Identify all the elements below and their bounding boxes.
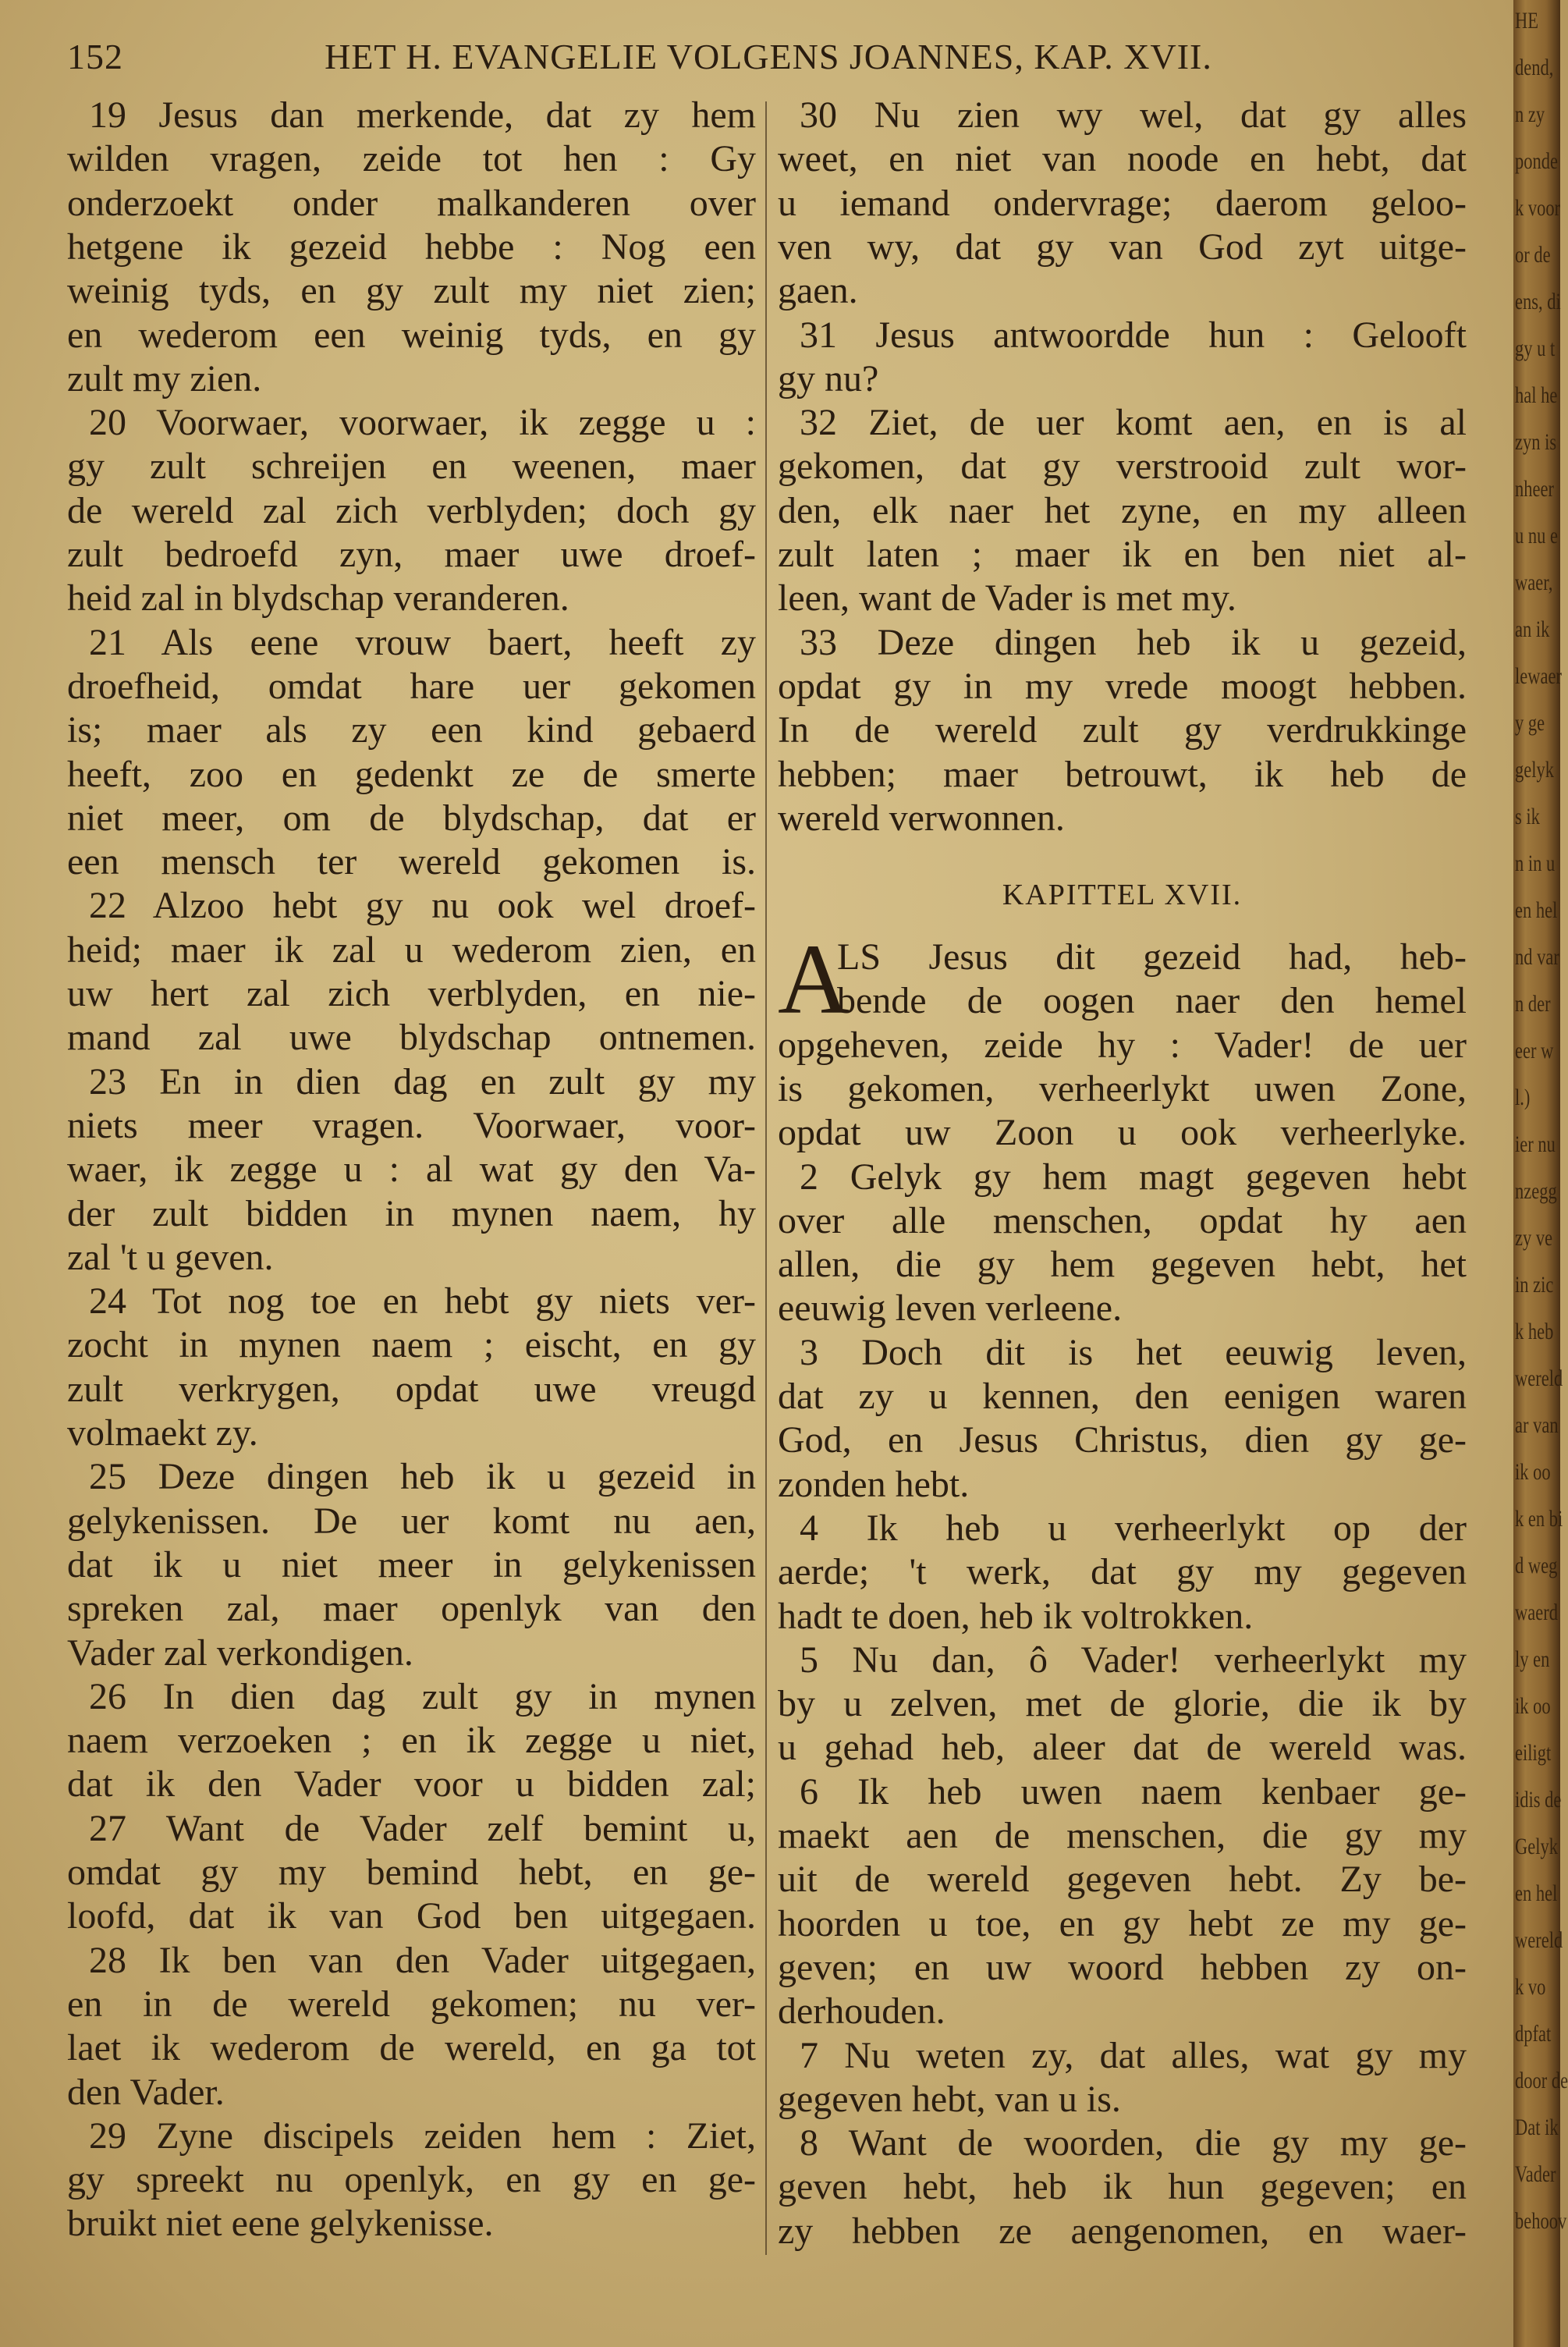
next-page-fragment: wereld (1515, 1365, 1563, 1391)
column-divider (765, 101, 767, 2255)
text-line: en wederom een weinig tyds, en gy (67, 314, 756, 356)
next-page-fragment: eiligt (1515, 1740, 1552, 1766)
next-page-fragment: en hel (1515, 1880, 1558, 1906)
next-page-fragment: k heb (1515, 1319, 1554, 1344)
text-line: 23 En in dien dag en zult gy my (89, 1060, 756, 1102)
text-line: zult bedroefd zyn, maer uwe droef- (67, 534, 756, 575)
text-line: leen, want de Vader is met my. (778, 577, 1236, 620)
next-page-fragment: en hel (1515, 897, 1558, 923)
next-page-edge (1513, 0, 1568, 2347)
next-page-fragment: l.) (1515, 1085, 1531, 1110)
text-line: zy hebben ze aengenomen, en waer- (778, 2210, 1467, 2252)
text-line: heeft, zoo en gedenkt ze de smerte (67, 753, 756, 795)
next-page-fragment: wereld (1515, 1927, 1563, 1953)
text-line: dat zy u kennen, den eenigen waren (778, 1376, 1467, 1417)
next-page-fragment: waer, (1515, 570, 1553, 595)
next-page-fragment: ar van (1515, 1412, 1559, 1438)
text-line: zult laten ; maer ik en ben niet al- (778, 534, 1467, 575)
text-line: maekt aen de menschen, die gy my (778, 1815, 1467, 1856)
text-line: mand zal uwe blydschap ontnemen. (67, 1017, 756, 1059)
text-line: uw hert zal zich verblyden, en nie- (67, 973, 756, 1014)
next-page-fragment: u nu e (1515, 523, 1558, 549)
text-line: den Vader. (67, 2071, 225, 2113)
text-line: wereld verwonnen. (778, 797, 1065, 839)
chapter-heading: KAPITTEL XVII. (1002, 879, 1243, 911)
next-page-fragment: n zy (1515, 101, 1545, 127)
next-page-fragment: idis de (1515, 1787, 1562, 1813)
drop-cap: A (778, 924, 850, 1035)
text-line: 28 Ik ben van den Vader uitgegaen, (89, 1939, 756, 1981)
text-line: 33 Deze dingen heb ik u gezeid, (800, 621, 1467, 663)
text-line: 27 Want de Vader zelf bemint u, (89, 1807, 756, 1849)
next-page-fragment: nzegg (1515, 1178, 1557, 1204)
text-line: is gekomen, verheerlykt uwen Zone, (778, 1067, 1467, 1110)
text-line: zal 't u geven. (67, 1236, 274, 1278)
text-line: God, en Jesus Christus, dien gy ge- (778, 1419, 1467, 1461)
text-line: waer, ik zegge u : al wat gy den Va- (67, 1149, 756, 1191)
text-line: dat ik den Vader voor u bidden zal; (67, 1763, 756, 1806)
next-page-fragment: k en bi (1515, 1506, 1563, 1532)
text-line: volmaekt zy. (67, 1412, 258, 1454)
text-line: zult my zien. (67, 357, 262, 399)
next-page-fragment: zyn is (1515, 429, 1557, 455)
text-line: 25 Deze dingen heb ik u gezeid in (89, 1456, 756, 1498)
next-page-fragment: or de (1515, 242, 1551, 268)
text-line: 6 Ik heb uwen naem kenbaer ge- (800, 1770, 1467, 1813)
text-line: en in de wereld gekomen; nu ver- (67, 1983, 756, 2025)
text-line: droefheid, omdat hare uer gekomen (67, 665, 756, 707)
text-line: 22 Alzoo hebt gy nu ook wel droef- (89, 885, 756, 927)
next-page-fragment: Vader (1515, 2161, 1556, 2187)
page-number: 152 (67, 37, 123, 76)
text-line: loofd, dat ik van God ben uitgegaen. (67, 1895, 756, 1937)
next-page-fragment: dend, (1515, 55, 1554, 80)
text-line: 19 Jesus dan merkende, dat zy hem (89, 94, 756, 136)
text-line: 32 Ziet, de uer komt aen, en is al (800, 402, 1467, 444)
text-line: hetgene ik gezeid hebbe : Nog een (67, 225, 756, 268)
text-line: 20 Voorwaer, voorwaer, ik zegge u : (89, 402, 756, 444)
next-page-fragment: HE (1515, 8, 1538, 34)
text-line: omdat gy my bemind hebt, en ge- (67, 1852, 756, 1893)
text-line: 24 Tot nog toe en hebt gy niets ver- (89, 1280, 756, 1323)
text-line: onderzoekt onder malkanderen over (67, 182, 756, 224)
text-line: zocht in mynen naem ; eischt, en gy (67, 1324, 756, 1366)
text-line: niets meer vragen. Voorwaer, voor- (67, 1104, 756, 1146)
text-line: geven hebt, heb ik hun gegeven; en (778, 2166, 1467, 2208)
text-line: 29 Zyne discipels zeiden hem : Ziet, (89, 2114, 756, 2157)
text-line: 3 Doch dit is het eeuwig leven, (800, 1331, 1467, 1373)
text-line: dat ik u niet meer in gelykenissen (67, 1543, 756, 1585)
text-line: LS Jesus dit gezeid had, heb- (837, 936, 1467, 978)
text-line: derhouden. (778, 1990, 945, 2033)
text-line: heid; maer ik zal u wederom zien, en (67, 929, 756, 971)
next-page-fragment: ik oo (1515, 1459, 1551, 1485)
text-line: is; maer als zy een kind gebaerd (67, 709, 756, 751)
next-page-fragment: lewaer (1515, 663, 1562, 689)
text-line: weet, en niet van noode en hebt, dat (778, 138, 1467, 180)
next-page-fragment: ponde (1515, 148, 1558, 174)
text-line: gy spreekt nu openlyk, en gy en ge- (67, 2159, 756, 2201)
text-line: gekomen, dat gy verstrooid zult wor- (778, 446, 1467, 488)
next-page-fragment: s ik (1515, 804, 1540, 829)
next-page-fragment: gy u t (1515, 336, 1556, 361)
text-line: geven; en uw woord hebben zy on- (778, 1946, 1467, 1988)
text-line: allen, die gy hem gegeven hebt, het (778, 1244, 1467, 1286)
running-header: HET H. EVANGELIE VOLGENS JOANNES, KAP. XVII. (325, 37, 1212, 76)
text-line: naem verzoeken ; en ik zegge u niet, (67, 1720, 756, 1762)
next-page-fragment: k voor (1515, 195, 1561, 221)
text-line: de wereld zal zich verblyden; doch gy (67, 489, 756, 531)
next-page-fragment: dpfat (1515, 2021, 1552, 2047)
next-page-fragment: d weg (1515, 1553, 1558, 1578)
next-page-fragment: n in u (1515, 850, 1556, 876)
text-line: 5 Nu dan, ô Vader! verheerlykt my (800, 1639, 1467, 1681)
text-line: gaen. (778, 270, 858, 312)
next-page-fragment: gelyk (1515, 757, 1554, 783)
text-line: opgeheven, zeide hy : Vader! de uer (778, 1024, 1467, 1066)
next-page-fragment: k vo (1515, 1974, 1546, 2000)
text-line: zonden hebt. (778, 1463, 970, 1505)
text-line: 21 Als eene vrouw baert, heeft zy (89, 621, 756, 663)
text-line: den, elk naer het zyne, en my alleen (778, 489, 1467, 531)
next-page-fragment: nheer (1515, 476, 1554, 502)
text-line: by u zelven, met de glorie, die ik by (778, 1683, 1467, 1725)
text-line: heid zal in blydschap veranderen. (67, 577, 569, 620)
next-page-fragment: Gelyk (1515, 1834, 1558, 1859)
text-line: gy zult schreijen en weenen, maer (67, 446, 756, 488)
text-line: aerde; 't werk, dat gy my gegeven (778, 1551, 1467, 1593)
text-line: hebben; maer betrouwt, ik heb de (778, 753, 1467, 795)
text-line: hadt te doen, heb ik voltrokken. (778, 1595, 1254, 1637)
text-line: 4 Ik heb u verheerlykt op der (800, 1507, 1467, 1549)
text-line: niet meer, om de blydschap, dat er (67, 797, 756, 839)
text-line: 26 In dien dag zult gy in mynen (89, 1675, 756, 1717)
text-line: u iemand ondervrage; daerom geloo- (778, 182, 1467, 224)
text-line: spreken zal, maer openlyk van den (67, 1588, 756, 1630)
text-line: gy nu? (778, 357, 879, 399)
next-page-fragment: Dat ik (1515, 2114, 1559, 2140)
text-line: een mensch ter wereld gekomen is. (67, 841, 756, 883)
next-page-fragment: eer w (1515, 1038, 1554, 1063)
next-page-fragment: behoov (1515, 2208, 1567, 2234)
next-page-fragment: ik oo (1515, 1693, 1551, 1719)
text-line: opdat uw Zoon u ook verheerlyke. (778, 1112, 1467, 1154)
text-line: 2 Gelyk gy hem magt gegeven hebt (800, 1156, 1467, 1198)
text-line: In de wereld zult gy verdrukkinge (778, 709, 1467, 751)
text-line: gelykenissen. De uer komt nu aen, (67, 1500, 756, 1542)
text-line: bruikt niet eene gelykenisse. (67, 2203, 494, 2245)
next-page-fragment: in zic (1515, 1272, 1554, 1298)
text-line: hoorden u toe, en gy hebt ze my ge- (778, 1902, 1467, 1944)
next-page-fragment: hal he (1515, 382, 1558, 408)
text-line: uit de wereld gegeven hebt. Zy be- (778, 1859, 1467, 1901)
text-line: 30 Nu zien wy wel, dat gy alles (800, 94, 1467, 136)
text-line: laet ik wederom de wereld, en ga tot (67, 2027, 756, 2069)
next-page-fragment: n der (1515, 991, 1551, 1017)
next-page-fragment: y ge (1515, 710, 1545, 736)
text-line: over alle menschen, opdat hy aen (778, 1199, 1467, 1241)
text-line: zult verkrygen, opdat uwe vreugd (67, 1368, 756, 1410)
text-line: bende de oogen naer den hemel (837, 980, 1467, 1022)
text-line: ven wy, dat gy van God zyt uitge- (778, 225, 1467, 268)
next-page-fragment: ens, di (1515, 289, 1561, 314)
next-page-fragment: an ik (1515, 616, 1550, 642)
next-page-fragment: door de (1515, 2068, 1568, 2093)
next-page-fragment: ly en (1515, 1646, 1550, 1672)
text-line: wilden vragen, zeide tot hen : Gy (67, 138, 756, 180)
text-line: opdat gy in my vrede moogt hebben. (778, 665, 1467, 707)
next-page-fragment: ier nu (1515, 1131, 1556, 1157)
text-line: 31 Jesus antwoordde hun : Gelooft (800, 314, 1467, 356)
text-line: weinig tyds, en gy zult my niet zien; (67, 270, 756, 312)
next-page-fragment: zy ve (1515, 1225, 1553, 1251)
text-line: 7 Nu weten zy, dat alles, wat gy my (800, 2034, 1467, 2076)
text-line: gegeven hebt, van u is. (778, 2078, 1121, 2120)
text-line: Vader zal verkondigen. (67, 1632, 413, 1674)
next-page-fragment: nd var (1515, 944, 1559, 970)
text-line: der zult bidden in mynen naem, hy (67, 1192, 756, 1234)
text-line: u gehad heb, aleer dat de wereld was. (778, 1727, 1467, 1769)
text-line: 8 Want de woorden, die gy my ge- (800, 2122, 1467, 2164)
text-line: eeuwig leven verleene. (778, 1287, 1123, 1330)
next-page-fragment: waerd (1515, 1600, 1558, 1625)
